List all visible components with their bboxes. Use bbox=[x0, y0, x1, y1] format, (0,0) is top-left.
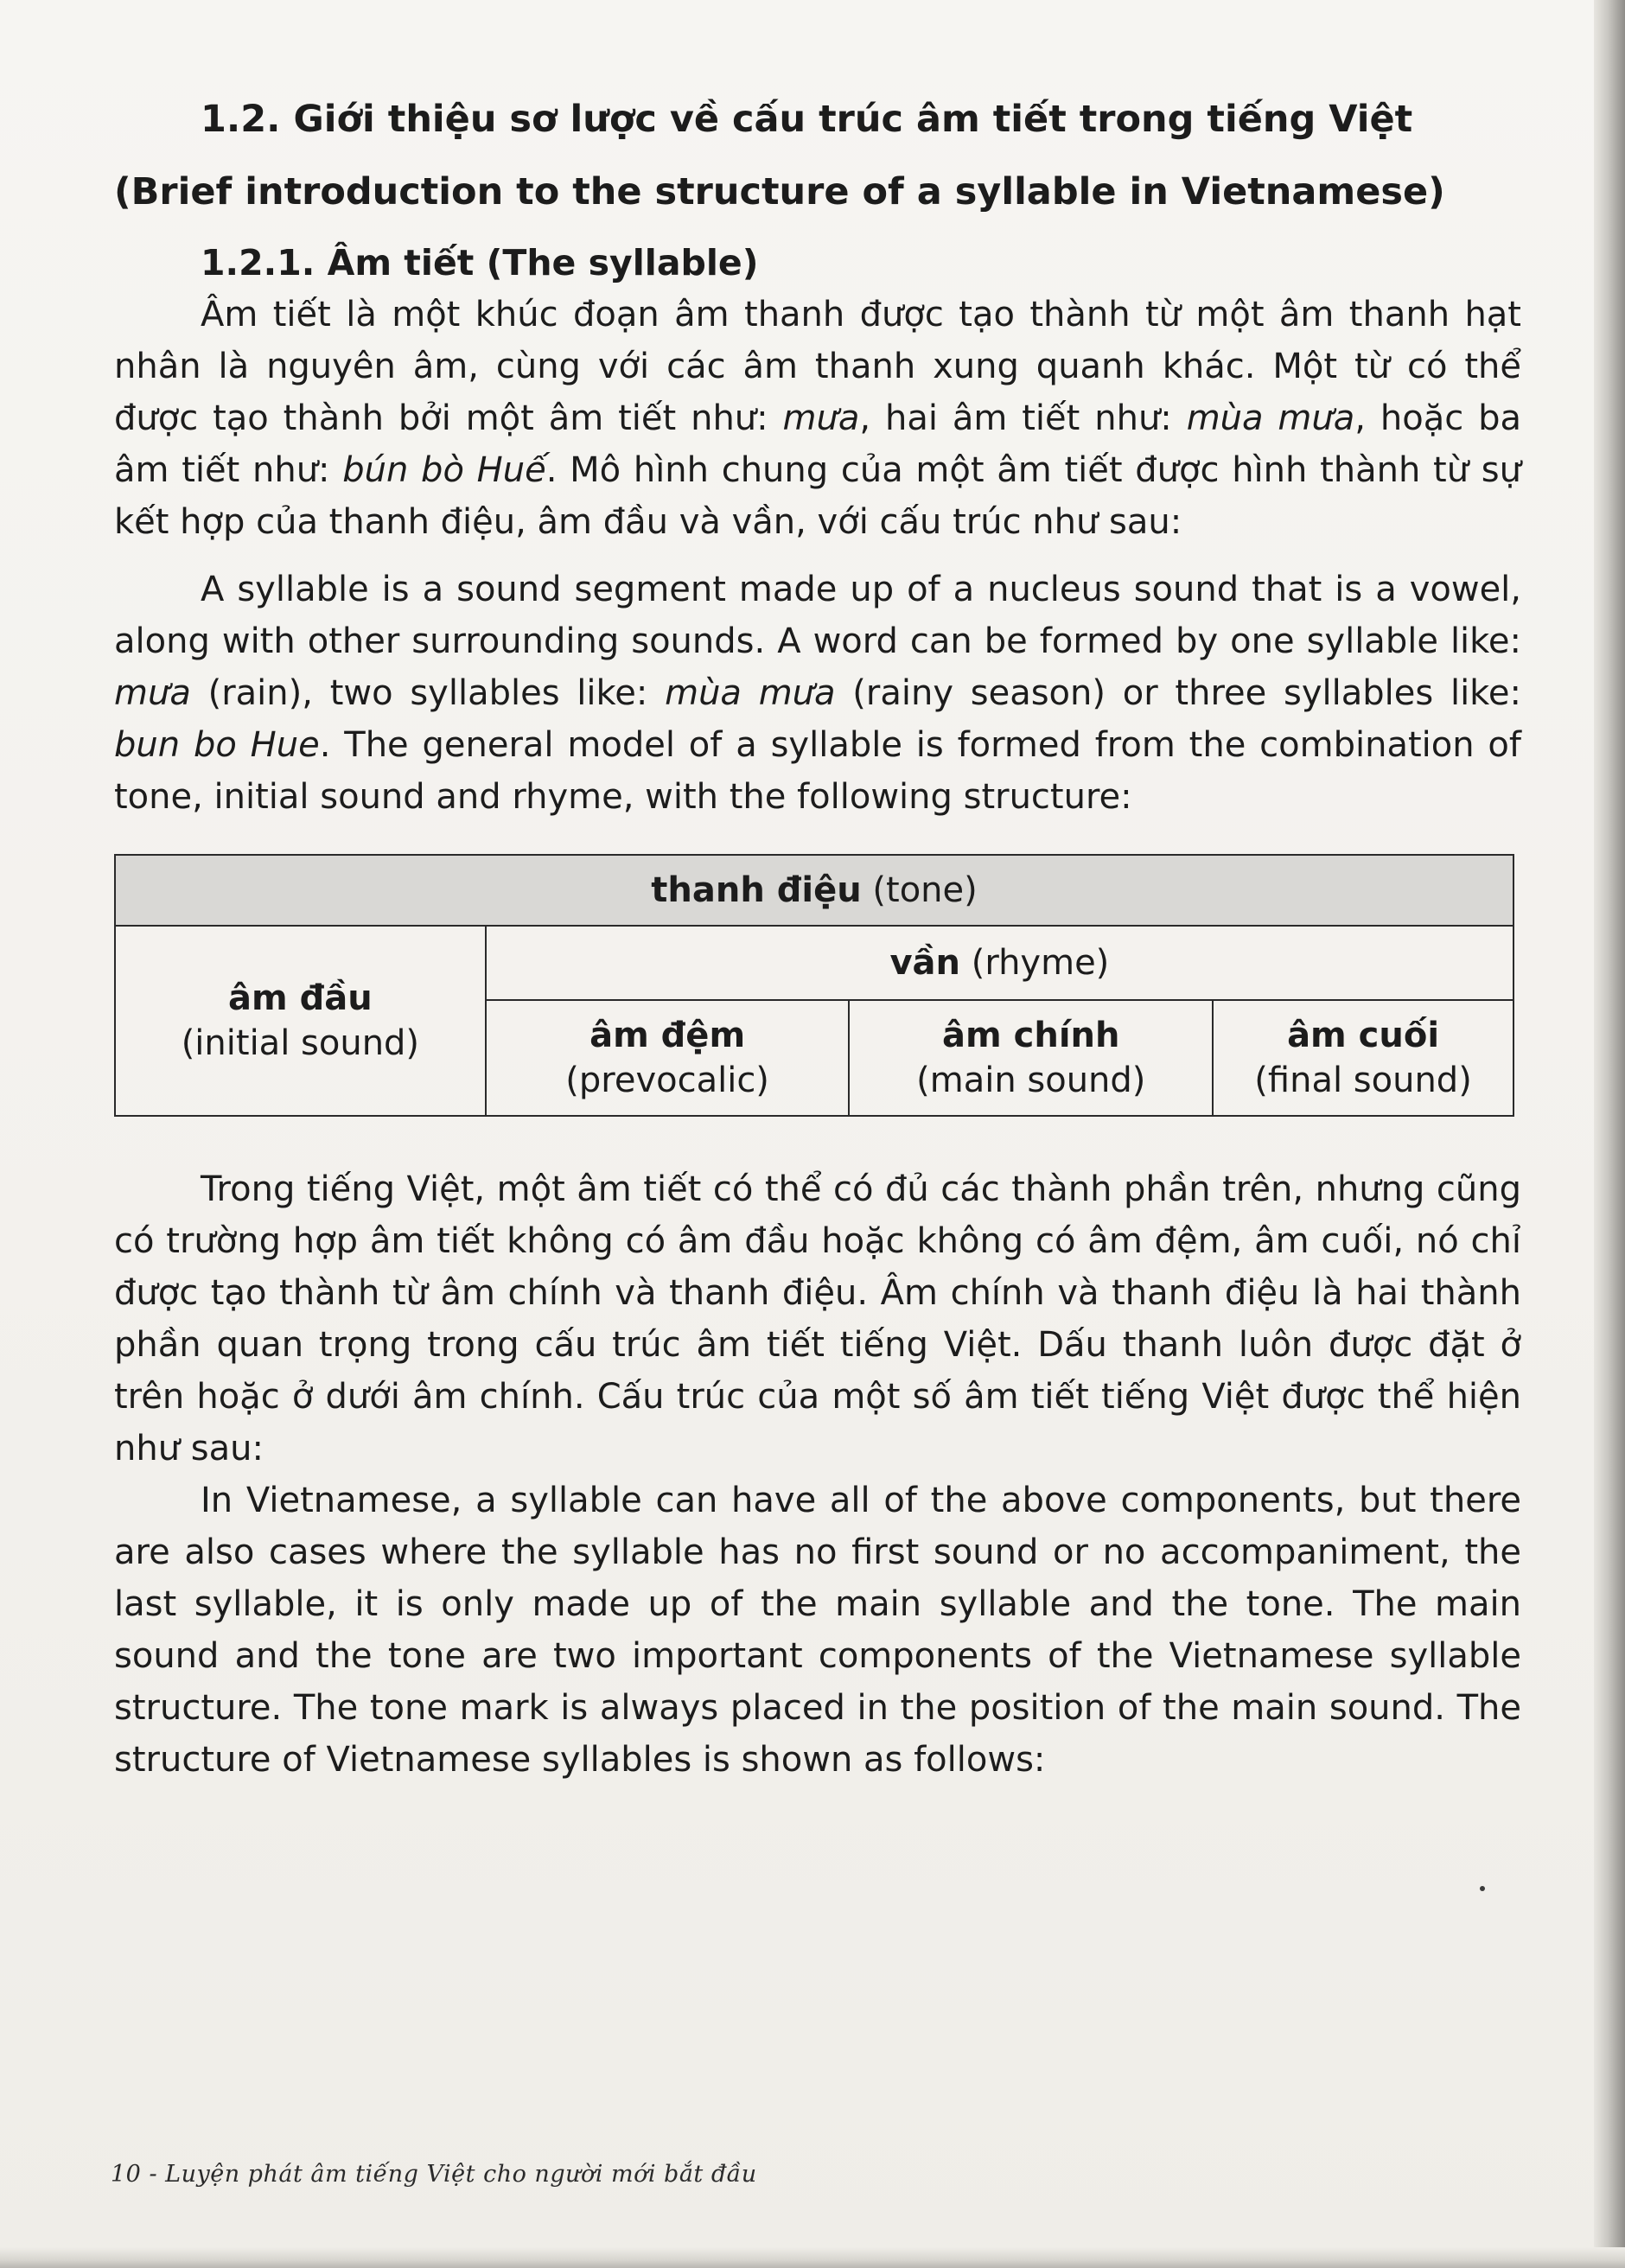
print-speck bbox=[1480, 1886, 1485, 1891]
page-content bbox=[114, 83, 1521, 1786]
section-heading: 1.2. Giới thiệu sơ lược về cấu trúc âm tiết trong tiếng Việt (Brief introduction to the structure of a syllable in Vietnamese) bbox=[114, 98, 1445, 213]
text-run: , hoặc ba âm tiết như: bbox=[114, 398, 1521, 490]
cell-main-sound bbox=[849, 1000, 1213, 1116]
prevocalic-label: âm đệm bbox=[589, 1016, 746, 1055]
final-sound-translation: (final sound) bbox=[1254, 1061, 1472, 1100]
text-run: (rainy season) or three syllables like: bbox=[835, 673, 1522, 713]
example-word-mua-mua: mùa mưa bbox=[665, 673, 836, 713]
example-word-mua-mua: mùa mưa bbox=[1186, 398, 1355, 438]
text-run: . The general model of a syllable is formed from the combination of tone, initial sound and rhyme, with the following structure: bbox=[114, 725, 1521, 817]
paragraph-english-intro bbox=[114, 564, 1521, 823]
final-sound-label: âm cuối bbox=[1287, 1016, 1440, 1055]
table-row-rhyme bbox=[115, 926, 1513, 1000]
page-edge-bottom bbox=[0, 2247, 1625, 2268]
syllable-structure-table bbox=[114, 854, 1514, 1117]
example-word-bun-bo-hue: bún bò Huế bbox=[342, 450, 546, 490]
tone-translation: (tone) bbox=[861, 870, 978, 910]
page-footer bbox=[111, 2161, 757, 2188]
prevocalic-translation: (prevocalic) bbox=[565, 1061, 769, 1100]
rhyme-label: vần bbox=[889, 943, 961, 983]
text-run: A syllable is a sound segment made up of a nucleus sound that is a vowel, along with other surrounding sounds. A word can be formed by one syllable like: bbox=[114, 570, 1521, 661]
page-number: 10 bbox=[111, 2161, 142, 2188]
example-word-bun-bo-hue: bun bo Hue bbox=[114, 725, 320, 765]
initial-sound-label: âm đầu bbox=[228, 978, 373, 1018]
paragraph-vietnamese-intro bbox=[114, 289, 1521, 548]
example-word-mua: mưa bbox=[114, 673, 191, 713]
cell-final-sound bbox=[1213, 1000, 1513, 1116]
main-sound-label: âm chính bbox=[942, 1016, 1120, 1055]
text-run: (rain), two syllables like: bbox=[190, 673, 666, 713]
paragraph-vietnamese-structure: Trong tiếng Việt, một âm tiết có thể có đủ các thành phần trên, nhưng cũng có trường hợp âm tiết không có âm đầu hoặc không có âm đệm, âm cuối, nó chỉ được tạo thành từ âm chính và thanh điệu. Âm chính và thanh điệu là hai thành phần quan trọng trong cấu trúc âm tiết tiếng Việt. Dấu thanh luôn được đặt ở trên hoặc ở dưới âm chính. Cấu trúc của một số âm tiết tiếng Việt được thể hiện như sau: bbox=[114, 1169, 1521, 1468]
example-word-mua: mưa bbox=[782, 398, 860, 438]
subsection-heading: 1.2.1. Âm tiết (The syllable) bbox=[201, 242, 759, 284]
tone-label: thanh điệu bbox=[651, 870, 862, 910]
book-title: Luyện phát âm tiếng Việt cho người mới bắt đầu bbox=[165, 2161, 757, 2188]
paragraph-english-structure: In Vietnamese, a syllable can have all of the above components, but there are also cases where the syllable has no first sound or no accompaniment, the last syllable, it is only made up of the main syllable and the tone. The main sound and the tone are two important components of the Vietnamese syllable structure. The tone mark is always placed in the position of the main sound. The structure of Vietnamese syllables is shown as follows: bbox=[114, 1481, 1521, 1780]
footer-separator: - bbox=[141, 2161, 166, 2188]
main-sound-translation: (main sound) bbox=[916, 1061, 1146, 1100]
initial-sound-translation: (initial sound) bbox=[181, 1023, 420, 1063]
cell-prevocalic bbox=[486, 1000, 850, 1116]
cell-initial-sound bbox=[115, 926, 486, 1116]
table-row-tone bbox=[115, 855, 1513, 926]
text-run: , hai âm tiết như: bbox=[859, 398, 1187, 438]
text-run: Âm tiết là một khúc đoạn âm thanh được tạo thành từ một âm thanh hạt nhân là nguyên âm, cùng với các âm thanh xung quanh khác. Một từ có thể được tạo thành bởi một âm tiết như: bbox=[114, 295, 1521, 438]
cell-tone bbox=[115, 855, 1513, 926]
cell-rhyme bbox=[486, 926, 1513, 1000]
text-run: . Mô hình chung của một âm tiết được hình thành từ sự kết hợp của thanh điệu, âm đầu và vần, với cấu trúc như sau: bbox=[114, 450, 1521, 542]
page-edge-right bbox=[1594, 0, 1625, 2268]
rhyme-translation: (rhyme) bbox=[960, 943, 1110, 983]
